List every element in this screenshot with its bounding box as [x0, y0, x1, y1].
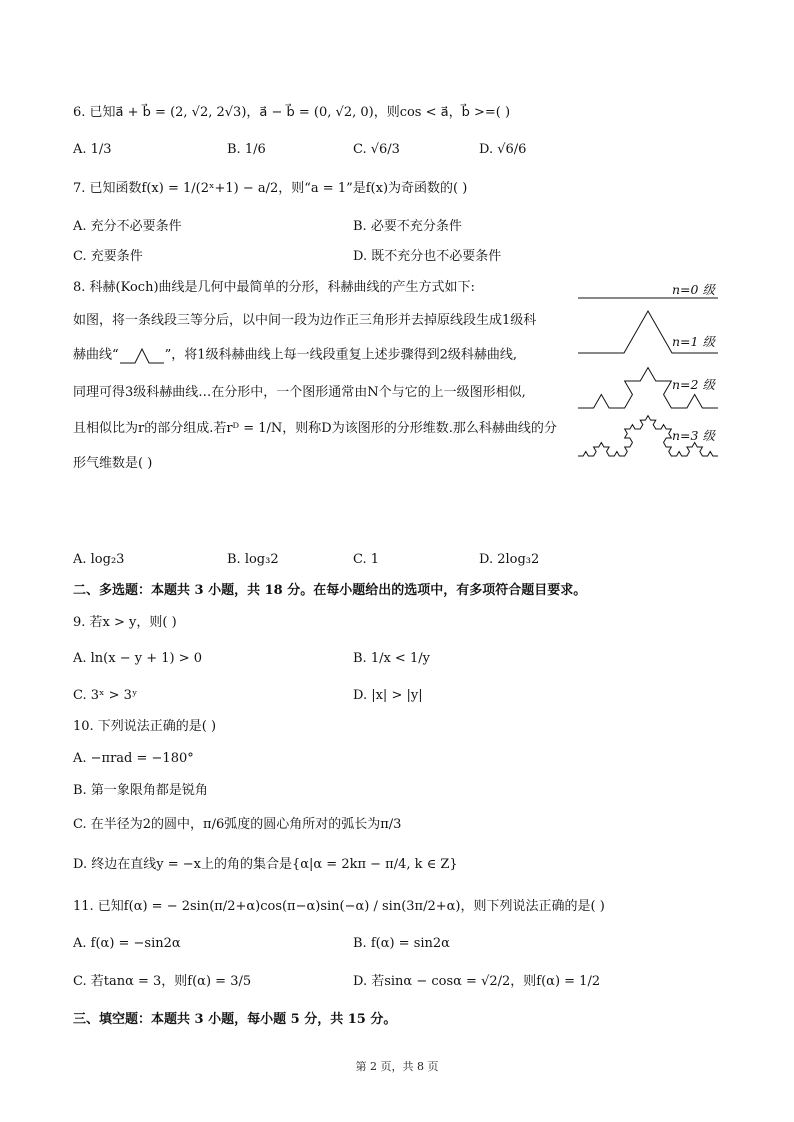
q8-line-2: 如图，将一条线段三等分后，以中间一段为边作正三角形并去掉原线段生成1级科 [73, 313, 537, 328]
q10-option-b: B. 第一象限角都是锐角 [73, 783, 208, 798]
q8-option-a: A. log₂3 [73, 552, 125, 567]
q7-option-c: C. 充要条件 [73, 249, 143, 264]
q6-option-d: D. √6/6 [479, 142, 527, 157]
q8-option-d: D. 2log₃2 [479, 552, 540, 567]
q10-option-d: D. 终边在直线y = −x上的角的集合是{α|α = 2kπ − π/4, k ∈ Z} [73, 857, 458, 872]
koch-level0-label: n=0 级 [672, 282, 715, 297]
q8-option-c: C. 1 [353, 552, 380, 567]
koch-curve-figure [576, 278, 726, 472]
q8-line-4: 同理可得3级科赫曲线…在分形中，一个图形通常由N个与它的上一级图形相似, [73, 385, 526, 400]
koch-level1-label: n=1 级 [672, 334, 715, 349]
q7-option-b: B. 必要不充分条件 [353, 219, 462, 234]
koch-level3-label: n=3 级 [672, 428, 715, 443]
q6-option-a: A. 1/3 [73, 142, 112, 157]
q6-option-c: C. √6/3 [353, 142, 400, 157]
q11-option-b: B. f(α) = sin2α [353, 936, 450, 951]
q8-line-6: 形气维数是( ) [73, 456, 153, 471]
q8-line-3 [73, 345, 517, 365]
section-3-heading: 三、填空题：本题共 3 小题，每小题 5 分，共 15 分。 [73, 1012, 397, 1027]
q8-line-1: 8. 科赫(Koch)曲线是几何中最简单的分形，科赫曲线的产生方式如下: [73, 280, 475, 295]
q8-line-3a: 赫曲线“ [73, 347, 119, 363]
q6-option-b: B. 1/6 [227, 142, 266, 157]
q11-stem: 11. 已知f(α) = − 2sin(π/2+α)cos(π−α)sin(−α) / sin(3π/2+α)，则下列说法正确的是( ) [73, 899, 605, 914]
koch-level1-inline-figure [119, 345, 165, 365]
q6-stem: 6. 已知a⃗ + b⃗ = (2, √2, 2√3)，a⃗ − b⃗ = (0, √2, 0)，则cos < a⃗，b⃗ >=( ) [73, 105, 511, 120]
q7-option-a: A. 充分不必要条件 [73, 219, 182, 234]
q11-option-a: A. f(α) = −sin2α [73, 936, 181, 951]
q10-stem: 10. 下列说法正确的是( ) [73, 719, 217, 734]
q9-option-a: A. ln(x − y + 1) > 0 [73, 651, 203, 666]
q10-option-c: C. 在半径为2的圆中，π/6弧度的圆心角所对的弧长为π/3 [73, 817, 402, 832]
q9-option-c: C. 3ˣ > 3ʸ [73, 688, 138, 703]
q8-option-b: B. log₃2 [227, 552, 279, 567]
q11-option-d: D. 若sinα − cosα = √2/2，则f(α) = 1/2 [353, 974, 601, 989]
q9-option-d: D. |x| > |y| [353, 688, 423, 703]
q10-option-a: A. −πrad = −180° [73, 751, 194, 766]
page-footer: 第 2 页，共 8 页 [355, 1060, 439, 1073]
q7-option-d: D. 既不充分也不必要条件 [353, 249, 502, 264]
q11-option-c: C. 若tanα = 3，则f(α) = 3/5 [73, 974, 252, 989]
q8-line-5: 且相似比为r的部分组成.若rᴰ = 1/N，则称D为该图形的分形维数.那么科赫曲线的分 [73, 421, 557, 436]
koch-level2-label: n=2 级 [672, 377, 715, 392]
q7-stem: 7. 已知函数f(x) = 1/(2ˣ+1) − a/2，则“a = 1”是f(x)为奇函数的( ) [73, 181, 468, 196]
q9-option-b: B. 1/x < 1/y [353, 651, 430, 666]
section-2-heading: 二、多选题：本题共 3 小题，共 18 分。在每小题给出的选项中，有多项符合题目要求。 [73, 583, 587, 598]
q8-line-3b: ”，将1级科赫曲线上每一线段重复上述步骤得到2级科赫曲线, [164, 347, 517, 363]
q9-stem: 9. 若x > y，则( ) [73, 615, 177, 630]
